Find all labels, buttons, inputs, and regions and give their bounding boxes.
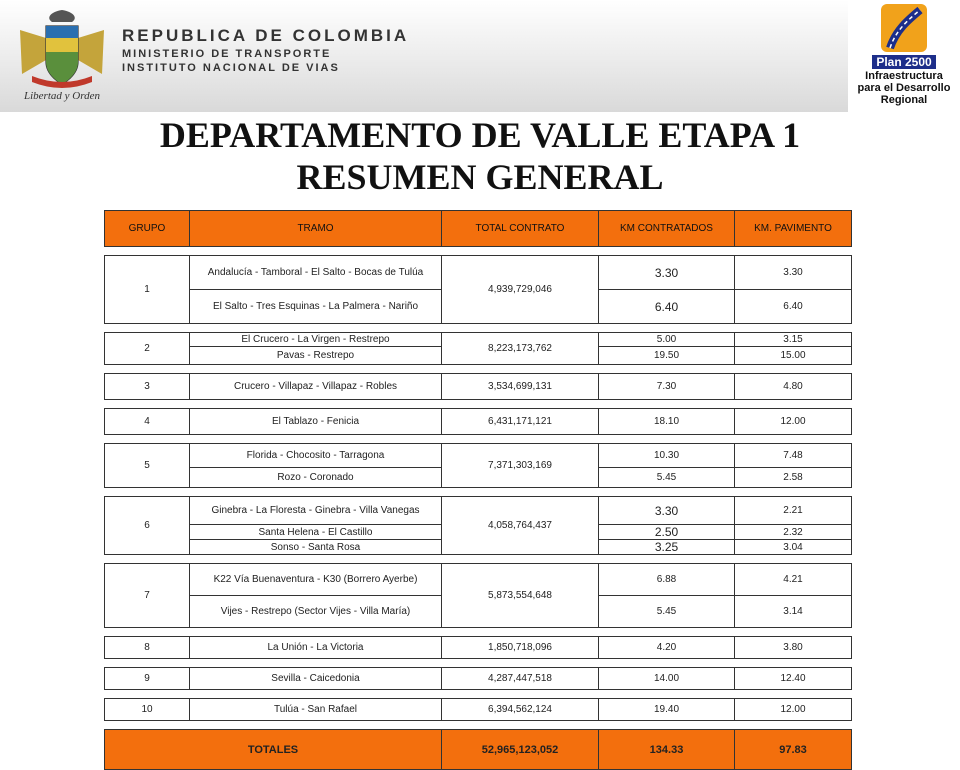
page-title — [0, 114, 960, 198]
tramo-cell: La Unión - La Victoria — [190, 637, 442, 659]
plan-2500-text — [848, 55, 960, 106]
km-cell: 2.50 — [599, 525, 735, 540]
header-km-contratados: KM CONTRATADOS — [599, 211, 735, 247]
km-cell: 7.30 — [599, 374, 735, 400]
pav-cell: 3.30 — [735, 256, 852, 290]
pav-cell: 6.40 — [735, 290, 852, 324]
table-row — [105, 637, 852, 659]
totals-contrato: 52,965,123,052 — [442, 730, 599, 770]
grupo-cell: 1 — [105, 256, 190, 324]
km-cell: 3.25 — [599, 540, 735, 555]
tramo-cell: El Crucero - La Virgen - Restrepo — [190, 333, 442, 347]
title-line-2: RESUMEN GENERAL — [296, 157, 664, 197]
km-cell: 3.30 — [599, 256, 735, 290]
plan-road-icon — [848, 0, 960, 56]
km-cell: 5.45 — [599, 468, 735, 488]
header-banner — [0, 0, 960, 112]
pav-cell: 3.80 — [735, 637, 852, 659]
km-cell: 6.40 — [599, 290, 735, 324]
pav-cell: 2.32 — [735, 525, 852, 540]
org-line-country: REPUBLICA DE COLOMBIA — [122, 26, 410, 45]
table-row — [105, 699, 852, 721]
table-row — [105, 497, 852, 525]
tramo-cell: Rozo - Coronado — [190, 468, 442, 488]
total-cell: 6,394,562,124 — [442, 699, 599, 721]
total-cell: 3,534,699,131 — [442, 374, 599, 400]
tramo-cell: Florida - Chocosito - Tarragona — [190, 444, 442, 468]
totals-label: TOTALES — [105, 730, 442, 770]
header-km-pavimento: KM. PAVIMENTO — [735, 211, 852, 247]
table-row — [105, 374, 852, 400]
total-cell: 8,223,173,762 — [442, 333, 599, 365]
tramo-cell: Crucero - Villapaz - Villapaz - Robles — [190, 374, 442, 400]
pav-cell: 7.48 — [735, 444, 852, 468]
coat-of-arms-icon — [12, 4, 112, 92]
km-cell: 19.50 — [599, 347, 735, 365]
total-cell: 7,371,303,169 — [442, 444, 599, 488]
grupo-cell: 3 — [105, 374, 190, 400]
total-cell: 4,058,764,437 — [442, 497, 599, 555]
grupo-cell: 4 — [105, 409, 190, 435]
total-cell: 5,873,554,648 — [442, 564, 599, 628]
pav-cell: 12.00 — [735, 699, 852, 721]
pav-cell: 3.15 — [735, 333, 852, 347]
tramo-cell: Tulúa - San Rafael — [190, 699, 442, 721]
org-line-ministry: MINISTERIO DE TRANSPORTE — [122, 48, 332, 60]
totals-km-pavimento: 97.83 — [735, 730, 852, 770]
crest-motto: Libertad y Orden — [24, 90, 100, 102]
plan-line-2: para el Desarrollo — [857, 82, 951, 94]
km-cell: 3.30 — [599, 497, 735, 525]
km-cell: 6.88 — [599, 564, 735, 596]
pav-cell: 4.80 — [735, 374, 852, 400]
tramo-cell: El Tablazo - Fenicia — [190, 409, 442, 435]
totals-km-contratados: 134.33 — [599, 730, 735, 770]
header-total-contrato: TOTAL CONTRATO — [442, 211, 599, 247]
pav-cell: 12.00 — [735, 409, 852, 435]
tramo-cell: El Salto - Tres Esquinas - La Palmera - Nariño — [190, 290, 442, 324]
grupo-cell: 5 — [105, 444, 190, 488]
plan-title: Plan 2500 — [872, 55, 935, 69]
plan-2500-logo — [848, 0, 960, 112]
total-cell: 4,939,729,046 — [442, 256, 599, 324]
header-grupo: GRUPO — [105, 211, 190, 247]
summary-table — [104, 210, 852, 770]
table-row — [105, 668, 852, 690]
grupo-cell: 8 — [105, 637, 190, 659]
tramo-cell: Sevilla - Caicedonia — [190, 668, 442, 690]
header-tramo: TRAMO — [190, 211, 442, 247]
tramo-cell: Vijes - Restrepo (Sector Vijes - Villa María) — [190, 596, 442, 628]
pav-cell: 4.21 — [735, 564, 852, 596]
tramo-cell: Ginebra - La Floresta - Ginebra - Villa Vanegas — [190, 497, 442, 525]
plan-line-3: Regional — [880, 94, 928, 106]
pav-cell: 12.40 — [735, 668, 852, 690]
km-cell: 10.30 — [599, 444, 735, 468]
organization-name — [122, 26, 409, 74]
totals-row — [105, 730, 852, 770]
km-cell: 14.00 — [599, 668, 735, 690]
table-row — [105, 333, 852, 347]
tramo-cell: Pavas - Restrepo — [190, 347, 442, 365]
table-row — [105, 564, 852, 596]
tramo-cell: Sonso - Santa Rosa — [190, 540, 442, 555]
pav-cell: 2.21 — [735, 497, 852, 525]
km-cell: 5.00 — [599, 333, 735, 347]
tramo-cell: Andalucía - Tamboral - El Salto - Bocas de Tulúa — [190, 256, 442, 290]
pav-cell: 3.04 — [735, 540, 852, 555]
table-row — [105, 256, 852, 290]
tramo-cell: K22 Vía Buenaventura - K30 (Borrero Ayerbe) — [190, 564, 442, 596]
km-cell: 5.45 — [599, 596, 735, 628]
total-cell: 4,287,447,518 — [442, 668, 599, 690]
colombia-coat-of-arms — [12, 4, 112, 108]
km-cell: 19.40 — [599, 699, 735, 721]
org-line-institute: INSTITUTO NACIONAL DE VIAS — [122, 62, 340, 74]
table-header-row — [105, 211, 852, 247]
pav-cell: 3.14 — [735, 596, 852, 628]
pav-cell: 2.58 — [735, 468, 852, 488]
total-cell: 1,850,718,096 — [442, 637, 599, 659]
plan-line-1: Infraestructura — [865, 70, 943, 82]
total-cell: 6,431,171,121 — [442, 409, 599, 435]
grupo-cell: 2 — [105, 333, 190, 365]
pav-cell: 15.00 — [735, 347, 852, 365]
table-row — [105, 409, 852, 435]
title-line-1: DEPARTAMENTO DE VALLE ETAPA 1 — [159, 115, 801, 155]
tramo-cell: Santa Helena - El Castillo — [190, 525, 442, 540]
km-cell: 18.10 — [599, 409, 735, 435]
table-row — [105, 444, 852, 468]
km-cell: 4.20 — [599, 637, 735, 659]
grupo-cell: 7 — [105, 564, 190, 628]
grupo-cell: 6 — [105, 497, 190, 555]
grupo-cell: 9 — [105, 668, 190, 690]
grupo-cell: 10 — [105, 699, 190, 721]
